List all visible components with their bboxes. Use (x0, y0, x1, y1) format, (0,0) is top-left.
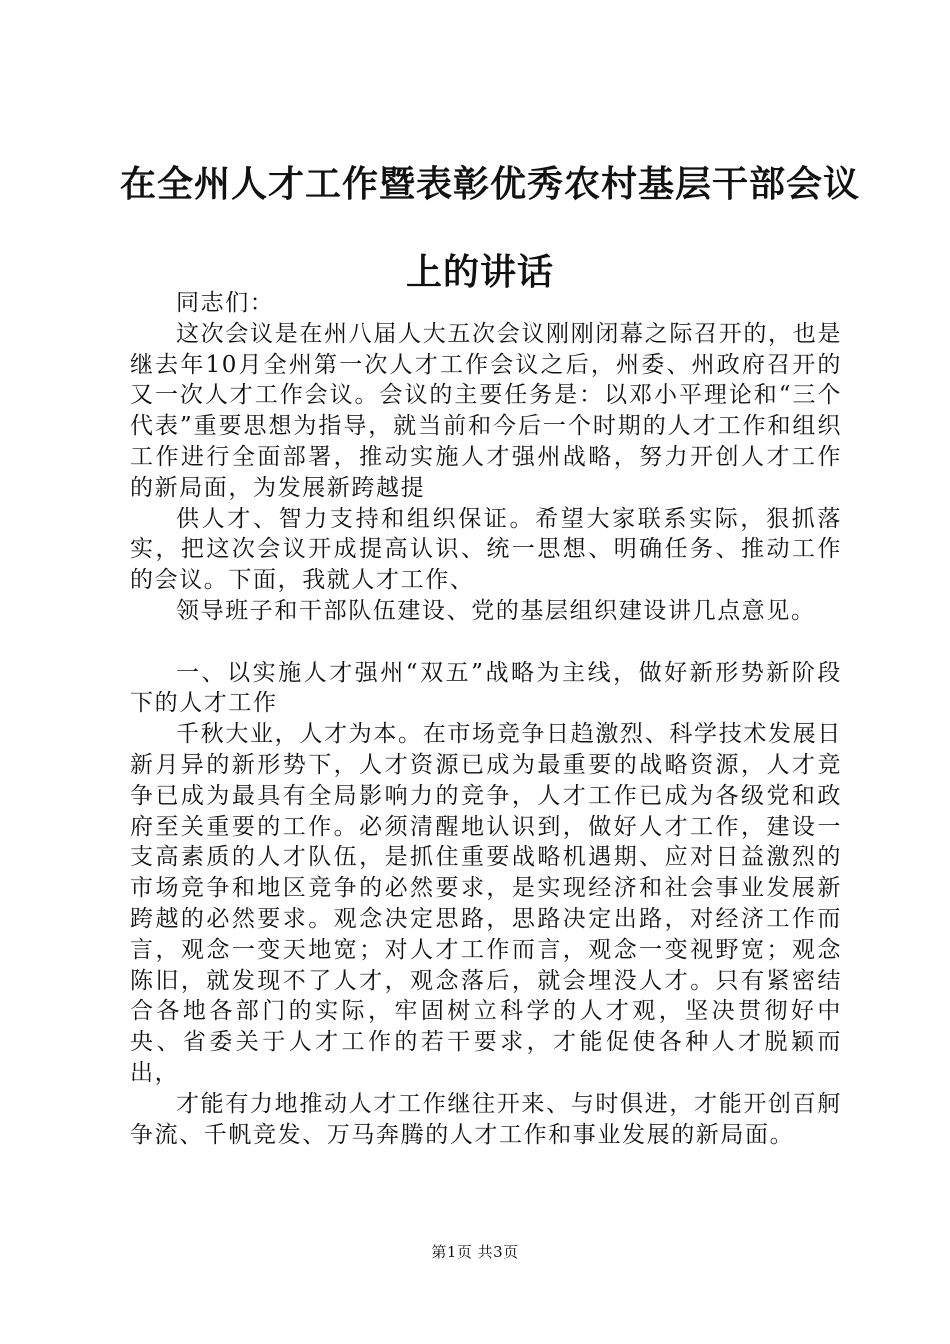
document-title-line-1: 在全州人才工作暨表彰优秀农村基层干部会议 (120, 163, 861, 205)
body-paragraph: 才能有力地推动人才工作继往开来、与时俱进，才能开创百舸争流、千帆竞发、万马奔腾的人才工作和事业发展的新局面。 (130, 1090, 842, 1148)
body-paragraph: 领导班子和干部队伍建设、党的基层组织建设讲几点意见。 (176, 597, 816, 624)
body-paragraph: 千秋大业，人才为本。在市场竞争日趋激烈、科学技术发展日新月异的新形势下，人才资源已成为最重要的战略资源，人才竞争已成为最具有全局影响力的竞争，人才工作已成为各级党和政府至关重要的工作。必须清醒地认识到，做好人才工作，建设一支高素质的人才队伍，是抓住重要战略机遇期、应对日益激烈的市场竞争和地区竞争的必然要求，是实现经济和社会事业发展新跨越的必然要求。观念决定思路，思路决定出路，对经济工作而言，观念一变天地宽；对人才工作而言，观念一变视野宽；观念陈旧，就发现不了人才，观念落后，就会埋没人才。只有紧密结合各地各部门的实际，牢固树立科学的人才观，坚决贯彻好中央、省委关于人才工作的若干要求，才能促使各种人才脱颖而出， (130, 721, 842, 1086)
section-heading: 一、以实施人才强州“双五”战略为主线，做好新形势新阶段下的人才工作 (130, 659, 842, 717)
salutation: 同志们： (176, 290, 275, 316)
document-body (130, 288, 842, 1150)
body-paragraph: 这次会议是在州八届人大五次会议刚刚闭幕之际召开的，也是继去年10月全州第一次人才工作会议之后，州委、州政府召开的又一次人才工作会议。会议的主要任务是：以邓小平理论和“三个代表”重要思想为指导，就当前和今后一个时期的人才工作和组织工作进行全面部署，推动实施人才强州战略，努力开创人才工作的新局面，为发展新跨越提 (130, 320, 842, 501)
page-footer: 第1页 共3页 (431, 1243, 519, 1261)
body-paragraph: 供人才、智力支持和组织保证。希望大家联系实际，狠抓落实，把这次会议开成提高认识、统一思想、明确任务、推动工作的会议。下面，我就人才工作、 (130, 505, 842, 594)
document-title-line-2: 上的讲话 (405, 251, 554, 293)
paragraph-gap (130, 627, 842, 658)
